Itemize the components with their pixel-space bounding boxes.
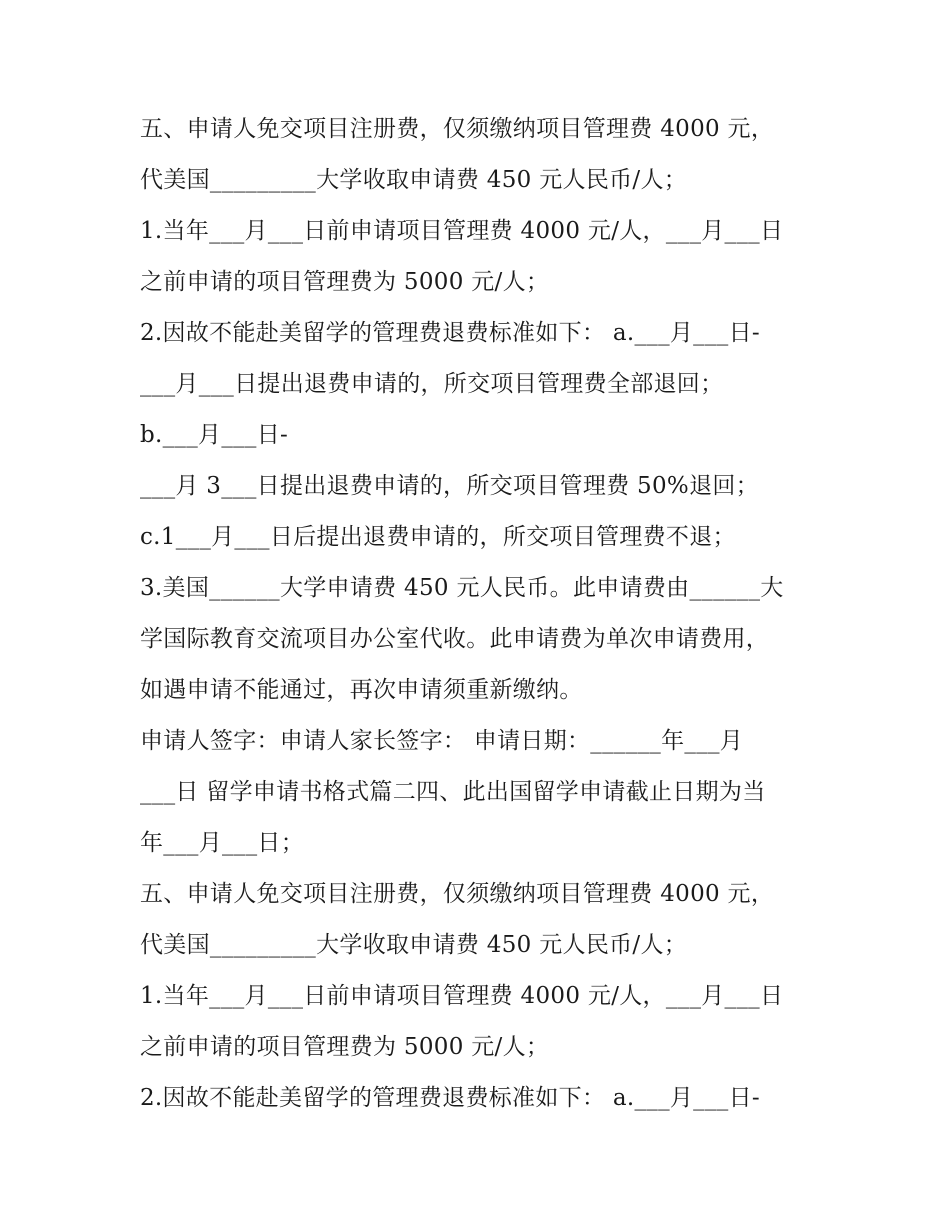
text-line: ___日 留学申请书格式篇二四、此出国留学申请截止日期为当 xyxy=(140,779,766,805)
text-line: b.___月___日- xyxy=(140,422,289,448)
document-body xyxy=(140,104,810,1124)
text-line: 年___月___日； xyxy=(140,830,304,856)
text-line: 3.美国______大学申请费 450 元人民币。此申请费由______大 xyxy=(140,575,784,601)
text-line: 五、申请人免交项目注册费，仅须缴纳项目管理费 4000 元， xyxy=(140,116,775,142)
text-line: 申请人签字：申请人家长签字： 申请日期：______年___月 xyxy=(140,728,744,754)
text-line: 学国际教育交流项目办公室代收。此申请费为单次申请费用， xyxy=(140,626,770,652)
text-line: 代美国_________大学收取申请费 450 元人民币/人； xyxy=(140,932,688,958)
text-line: c.1___月___日后提出退费申请的，所交项目管理费不退； xyxy=(140,524,736,550)
text-line: 之前申请的项目管理费为 5000 元/人； xyxy=(140,1034,550,1060)
text-line: 1.当年___月___日前申请项目管理费 4000 元/人，___月___日 xyxy=(140,218,784,244)
text-line: 代美国_________大学收取申请费 450 元人民币/人； xyxy=(140,167,688,193)
text-line: 如遇申请不能通过，再次申请须重新缴纳。 xyxy=(140,677,583,703)
text-line: ___月 3___日提出退费申请的，所交项目管理费 50%退回； xyxy=(140,473,759,499)
text-line: 1.当年___月___日前申请项目管理费 4000 元/人，___月___日 xyxy=(140,983,784,1009)
text-line: ___月___日提出退费申请的，所交项目管理费全部退回； xyxy=(140,371,724,397)
text-line: 五、申请人免交项目注册费，仅须缴纳项目管理费 4000 元， xyxy=(140,881,775,907)
text-line: 2.因故不能赴美留学的管理费退费标准如下： a.___月___日- xyxy=(140,1085,760,1111)
text-line: 之前申请的项目管理费为 5000 元/人； xyxy=(140,269,550,295)
text-line: 2.因故不能赴美留学的管理费退费标准如下： a.___月___日- xyxy=(140,320,760,346)
